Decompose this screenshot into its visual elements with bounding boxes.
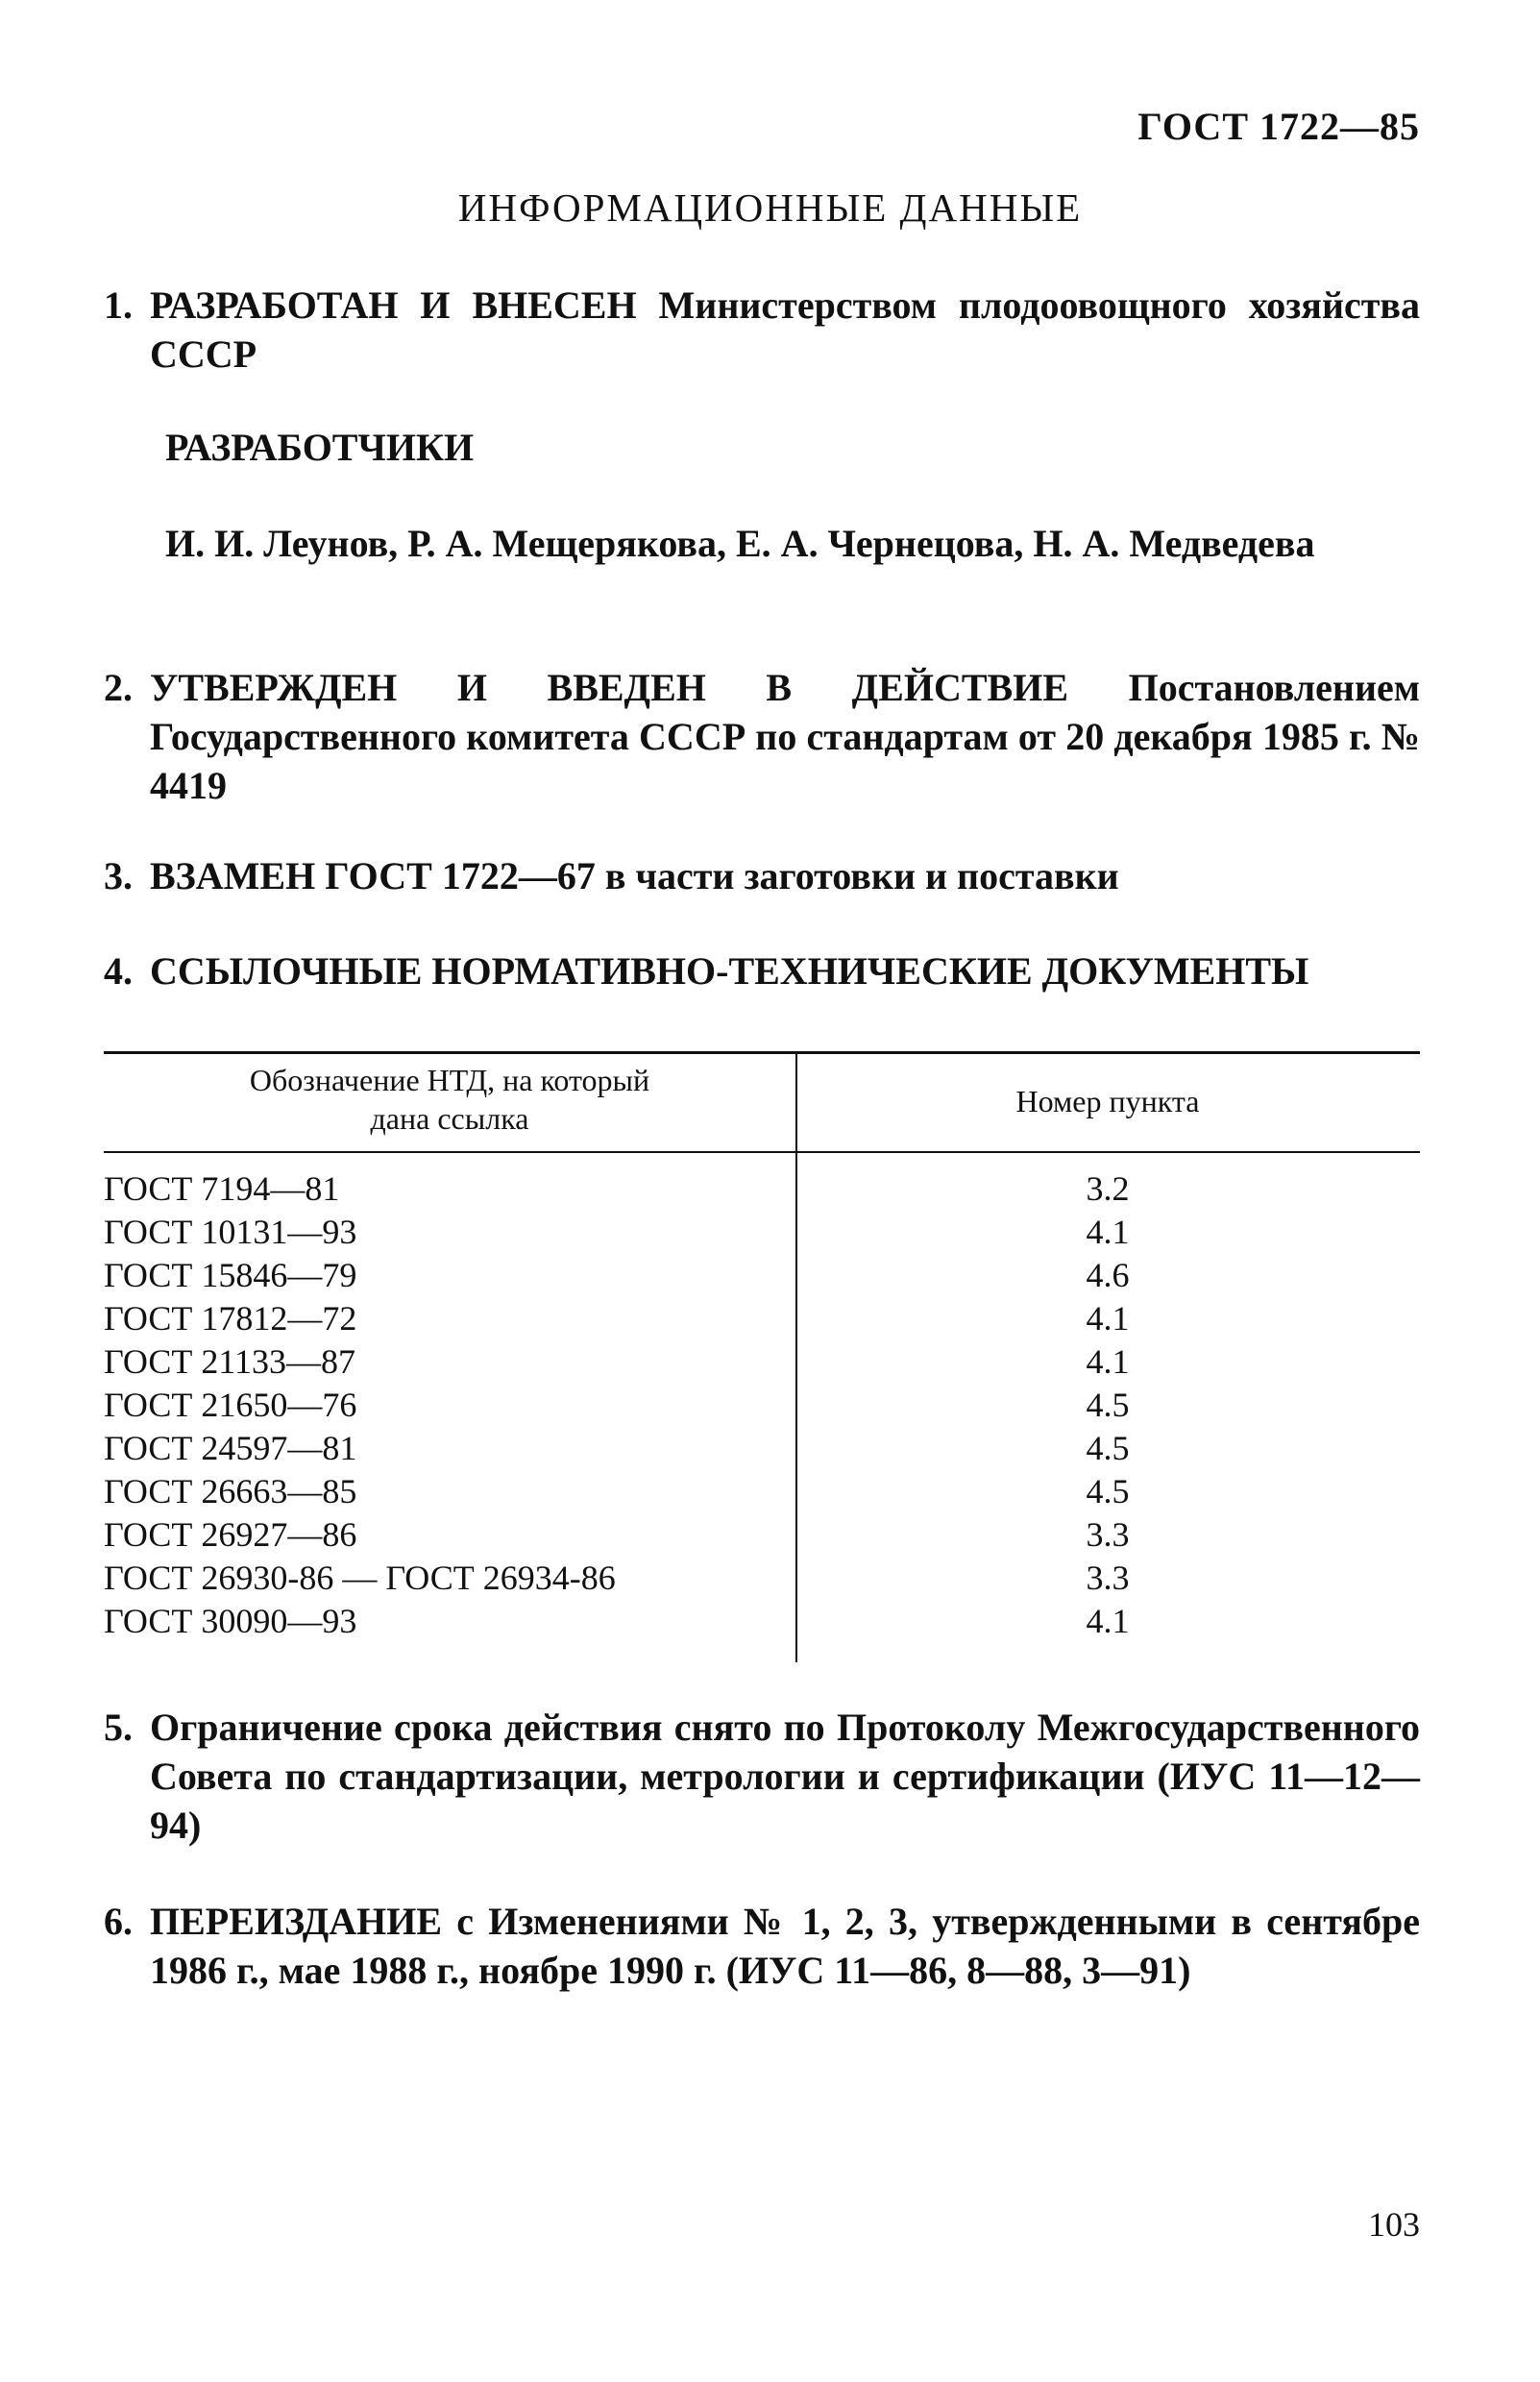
table-header-document: Обозначение НТД, на который дана ссылка	[249, 1063, 650, 1136]
developers-heading: РАЗРАБОТЧИКИ	[165, 426, 475, 469]
table-row	[104, 1600, 1420, 1643]
info-item-text: УТВЕРЖДЕН И ВВЕДЕН В ДЕЙСТВИЕ Постановлением Государственного комитета СССР по стандартам от 20 декабря 1985 г. № 4419	[150, 666, 1420, 807]
table-row	[104, 1167, 1420, 1211]
table-cell-document: ГОСТ 26930-86 — ГОСТ 26934-86	[104, 1559, 616, 1597]
document-code: ГОСТ 1722—85	[1137, 105, 1420, 148]
table-cell-document: ГОСТ 10131—93	[104, 1213, 357, 1251]
table-cell-clause: 4.1	[1086, 1213, 1130, 1251]
table-row	[104, 1297, 1420, 1340]
table-cell-clause: 3.3	[1086, 1515, 1130, 1554]
table-body	[104, 1167, 1420, 1643]
info-item-6	[104, 1897, 1420, 1995]
info-item-number: 5.	[104, 1706, 133, 1749]
table-cell-clause: 4.1	[1086, 1342, 1130, 1381]
table-cell-clause: 4.1	[1086, 1602, 1130, 1640]
table-cell-document: ГОСТ 26927—86	[104, 1515, 357, 1554]
info-item-number: 6.	[104, 1900, 133, 1943]
info-item-number: 4.	[104, 949, 133, 993]
table-header-rule	[104, 1151, 1420, 1153]
table-cell-clause: 4.5	[1086, 1429, 1130, 1467]
info-item-3	[104, 851, 1420, 900]
info-item-number: 2.	[104, 666, 133, 709]
table-cell-clause: 4.1	[1086, 1299, 1130, 1338]
table-cell-document: ГОСТ 17812—72	[104, 1299, 357, 1338]
table-header-clause: Номер пункта	[1015, 1084, 1200, 1118]
table-row	[104, 1211, 1420, 1254]
info-item-4	[104, 946, 1420, 995]
table-row	[104, 1384, 1420, 1427]
table-row	[104, 1427, 1420, 1470]
info-item-number: 1.	[104, 283, 133, 327]
table-top-rule	[104, 1051, 1420, 1054]
info-item-text: ПЕРЕИЗДАНИЕ с Изменениями № 1, 2, 3, утвержденными в сентябре 1986 г., мае 1988 г., ноябре 1990 г. (ИУС 11—86, 8—88, 3—91)	[150, 1900, 1420, 1992]
table-cell-clause: 4.5	[1086, 1472, 1130, 1510]
table-row	[104, 1513, 1420, 1557]
table-cell-document: ГОСТ 7194—81	[104, 1169, 340, 1208]
table-cell-clause: 3.3	[1086, 1559, 1130, 1597]
table-cell-document: ГОСТ 26663—85	[104, 1472, 357, 1510]
table-cell-document: ГОСТ 21133—87	[104, 1342, 356, 1381]
table-cell-document: ГОСТ 24597—81	[104, 1429, 357, 1467]
page-number: 103	[1368, 2205, 1420, 2244]
table-cell-clause: 4.5	[1086, 1386, 1130, 1424]
table-row	[104, 1340, 1420, 1384]
info-item-1	[104, 281, 1420, 379]
info-item-2	[104, 663, 1420, 810]
info-item-5	[104, 1703, 1420, 1850]
table-cell-clause: 3.2	[1086, 1169, 1130, 1208]
table-row	[104, 1470, 1420, 1513]
table-cell-clause: 4.6	[1086, 1256, 1130, 1294]
info-item-number: 3.	[104, 854, 133, 897]
info-item-text: Ограничение срока действия снято по Протоколу Межгосударственного Совета по стандартизации, метрологии и сертификации (ИУС 11—12—94)	[150, 1706, 1420, 1847]
table-row	[104, 1557, 1420, 1600]
page-title: ИНФОРМАЦИОННЫЕ ДАННЫЕ	[457, 185, 1083, 230]
table-row	[104, 1254, 1420, 1297]
table-cell-document: ГОСТ 15846—79	[104, 1256, 357, 1294]
info-item-text: ВЗАМЕН ГОСТ 1722—67 в части заготовки и поставки	[150, 854, 1119, 897]
info-item-text: ССЫЛОЧНЫЕ НОРМАТИВНО-ТЕХНИЧЕСКИЕ ДОКУМЕНТЫ	[150, 949, 1309, 993]
table-cell-document: ГОСТ 30090—93	[104, 1602, 357, 1640]
table-cell-document: ГОСТ 21650—76	[104, 1386, 357, 1424]
info-item-text: РАЗРАБОТАН И ВНЕСЕН Министерством плодоовощного хозяйства СССР	[150, 283, 1420, 376]
developers-list: И. И. Леунов, Р. А. Мещерякова, Е. А. Чернецова, Н. А. Медведева	[165, 522, 1315, 565]
